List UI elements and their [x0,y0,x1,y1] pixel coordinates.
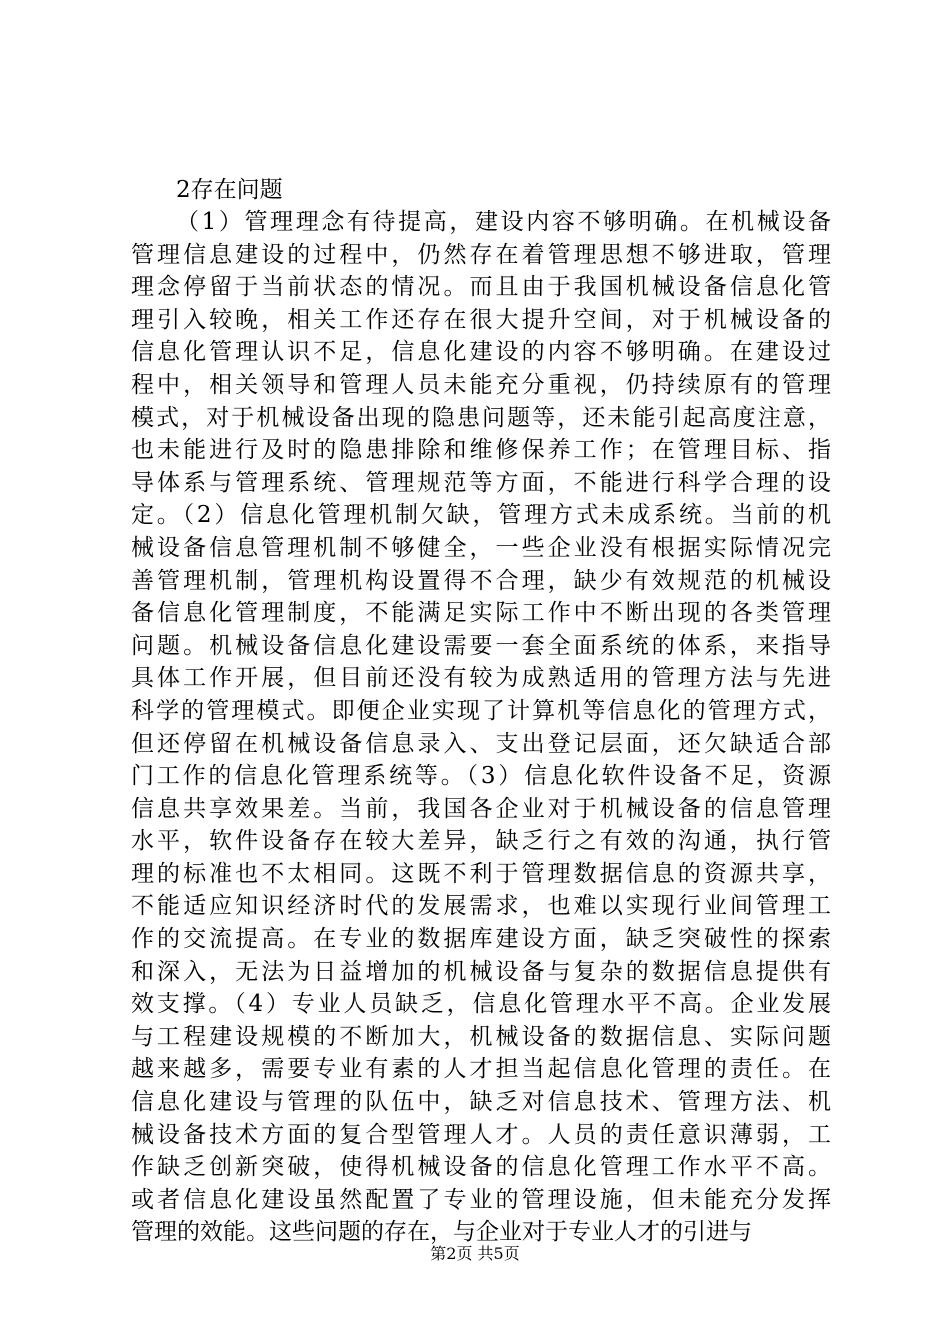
text-line: 善管理机制，管理机构设置得不合理，缺少有效规范的机械设 [131,567,831,594]
text-line: 但还停留在机械设备信息录入、支出登记层面，还欠缺适合部 [131,730,831,757]
text-line: 理引入较晚，相关工作还存在很大提升空间，对于机械设备的 [131,306,831,333]
text-line: 定。（2）信息化管理机制欠缺，管理方式未成系统。当前的机 [131,502,831,529]
text-line: 也未能进行及时的隐患排除和维修保养工作；在管理目标、指 [131,437,831,464]
text-line: 信息共享效果差。当前，我国各企业对于机械设备的信息管理 [131,795,831,822]
text-line: 科学的管理模式。即便企业实现了计算机等信息化的管理方式， [131,697,831,724]
text-line: 导体系与管理系统、管理规范等方面，不能进行科学合理的设 [131,469,831,496]
text-line: 问题。机械设备信息化建设需要一套全面系统的体系，来指导 [131,632,831,659]
text-line: 与工程建设规模的不断加大，机械设备的数据信息、实际问题 [131,1023,831,1050]
text-line: 或者信息化建设虽然配置了专业的管理设施，但未能充分发挥 [131,1186,831,1213]
text-line: 理念停留于当前状态的情况。而且由于我国机械设备信息化管 [131,274,831,301]
page-number-footer: 第2页 共5页 [430,1244,520,1263]
body-paragraph [131,206,831,1249]
text-line: 和深入，无法为日益增加的机械设备与复杂的数据信息提供有 [131,958,831,985]
text-line: 械设备技术方面的复合型管理人才。人员的责任意识薄弱，工 [131,1121,831,1148]
text-line: 效支撑。（4）专业人员缺乏，信息化管理水平不高。企业发展 [131,991,831,1018]
text-line: 信息化管理认识不足，信息化建设的内容不够明确。在建设过 [131,339,831,366]
text-line: 械设备信息管理机制不够健全，一些企业没有根据实际情况完 [131,534,831,561]
text-line: 水平，软件设备存在较大差异，缺乏行之有效的沟通，执行管 [131,828,831,855]
text-line: 程中，相关领导和管理人员未能充分重视，仍持续原有的管理 [131,371,831,398]
text-line: 理的标准也不太相同。这既不利于管理数据信息的资源共享， [131,860,831,887]
text-line: 管理信息建设的过程中，仍然存在着管理思想不够进取，管理 [131,241,831,268]
text-line: 作的交流提高。在专业的数据库建设方面，缺乏突破性的探索 [131,926,831,953]
text-line: 门工作的信息化管理系统等。（3）信息化软件设备不足，资源 [131,763,831,790]
text-line: 管理的效能。这些问题的存在，与企业对于专业人才的引进与 [131,1219,752,1246]
text-line: 信息化建设与管理的队伍中，缺乏对信息技术、管理方法、机 [131,1089,831,1116]
text-line: 越来越多，需要专业有素的人才担当起信息化管理的责任。在 [131,1056,831,1083]
text-line: 作缺乏创新突破，使得机械设备的信息化管理工作水平不高。 [131,1154,831,1181]
text-line: （1）管理理念有待提高，建设内容不够明确。在机械设备 [176,209,831,235]
text-line: 备信息化管理制度，不能满足实际工作中不断出现的各类管理 [131,600,831,627]
text-line: 模式，对于机械设备出现的隐患问题等，还未能引起高度注意， [131,404,831,431]
text-line: 具体工作开展，但目前还没有较为成熟适用的管理方法与先进 [131,665,831,692]
section-heading: 2存在问题 [176,177,283,203]
text-line: 不能适应知识经济时代的发展需求，也难以实现行业间管理工 [131,893,831,920]
